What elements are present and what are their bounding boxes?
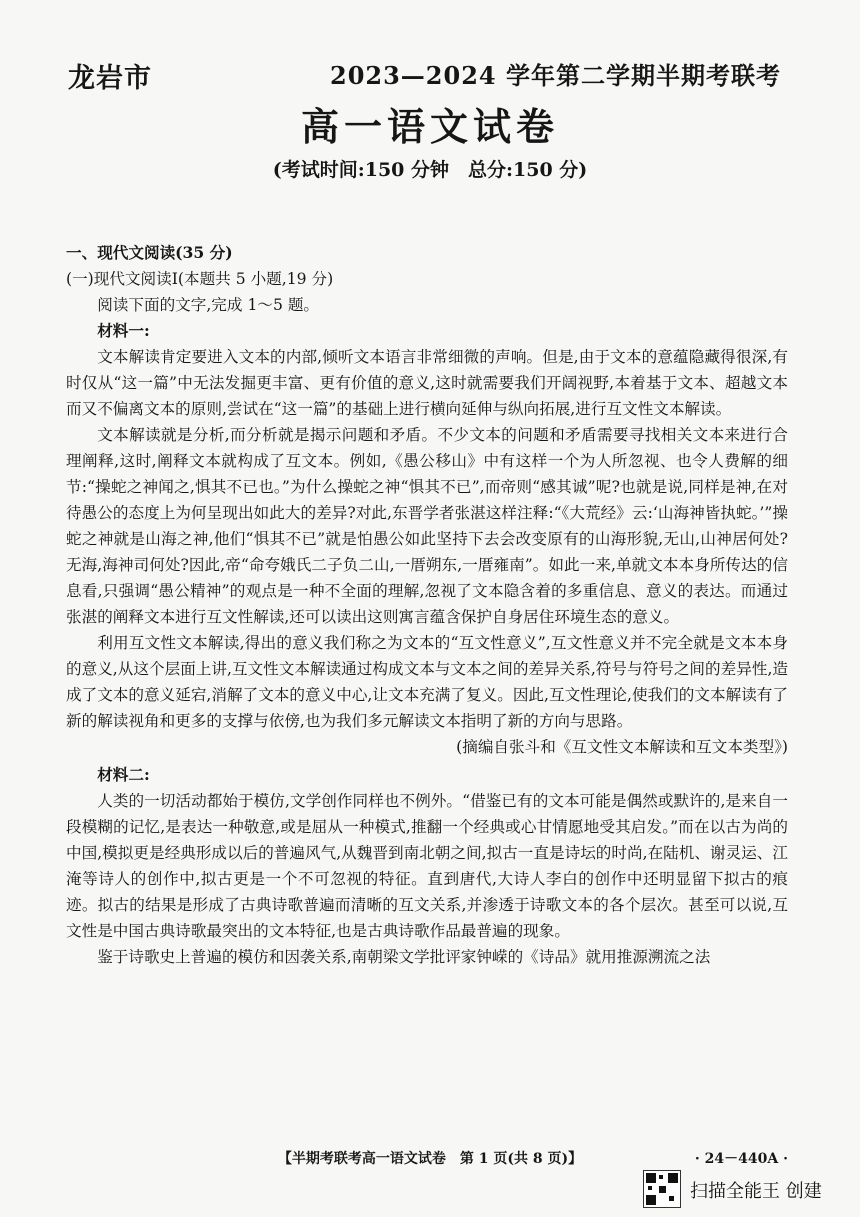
material-1-paragraph: 文本解读肯定要进入文本的内部,倾听文本语言非常细微的声响。但是,由于文本的意蕴隐藏得很深,有时仅从“这一篇”中无法发掘更丰富、更有价值的意义,这时就需要我们开阔视野,本着基于文本、超越文本而又不偏离文本的原则,尝试在“这一篇”的基础上进行横向延伸与纵向拓展,进行互文性文本解读。 [66, 348, 788, 418]
material-2-heading: 材料二: [97, 765, 150, 784]
exam-title: 2023—2024 学年第二学期半期考联考 [330, 61, 781, 90]
region-label: 龙岩市 [68, 63, 152, 94]
reading-instruction: 阅读下面的文字,完成 1～5 题。 [97, 296, 320, 314]
material-2-paragraph: 鉴于诗歌史上普遍的模仿和因袭关系,南朝梁文学批评家钟嵘的《诗品》就用推源溯流之法 [97, 948, 711, 966]
footer-paper-code: · 24－440A · [694, 1151, 788, 1167]
exam-content [66, 240, 788, 970]
subject-title: 高一语文试卷 [300, 104, 559, 149]
qr-code-icon [643, 1170, 681, 1208]
material-1-heading: 材料一: [97, 321, 150, 340]
scanner-watermark-label: 扫描全能王 创建 [690, 1181, 822, 1202]
section-heading: 一、现代文阅读(35 分) [66, 243, 233, 262]
subsection-heading: (一)现代文阅读Ⅰ(本题共 5 小题,19 分) [66, 270, 334, 288]
material-2-paragraph: 人类的一切活动都始于模仿,文学创作同样也不例外。“借鉴已有的文本可能是偶然或默许的,是来自一段模糊的记忆,是表达一种敬意,或是屈从一种模式,推翻一个经典或心甘情愿地受其启发。”而在以古为尚的中国,模拟更是经典形成以后的普遍风气,从魏晋到南北朝之间,拟古一直是诗坛的时尚,在陆机、谢灵运、江淹等诗人的创作中,拟古更是一个不可忽视的特征。直到唐代,大诗人李白的创作中还明显留下拟古的痕迹。拟古的结果是形成了古典诗歌普遍而清晰的互文关系,并渗透于诗歌文本的各个层次。甚至可以说,互文性是中国古典诗歌最突出的文本特征,也是古典诗歌作品最普遍的现象。 [66, 792, 788, 940]
footer-page-label: 【半期考联考高一语文试卷 第 1 页(共 8 页)】 [277, 1151, 583, 1167]
material-1-paragraph: 利用互文性文本解读,得出的意义我们称之为文本的“互文性意义”,互文性意义并不完全就是文本本身的意义,从这个层面上讲,互文性文本解读通过构成文本与文本之间的差异关系,符号与符号之间的差异性,造成了文本的意义延宕,消解了文本的意义中心,让文本充满了复义。因此,互文性理论,使我们的文本解读有了新的解读视角和更多的支撑与依傍,也为我们多元解读文本指明了新的方向与思路。 [66, 634, 788, 730]
exam-info: (考试时间:150 分钟 总分:150 分) [272, 159, 588, 181]
material-1-paragraph: 文本解读就是分析,而分析就是揭示问题和矛盾。不少文本的问题和矛盾需要寻找相关文本来进行合理阐释,这时,阐释文本就构成了互文本。例如,《愚公移山》中有这样一个为人所忽视、也令人费解的细节:“操蛇之神闻之,惧其不已也。”为什么操蛇之神“惧其不已”,而帝则“感其诚”呢?也就是说,同样是神,在对待愚公的态度上为何呈现出如此大的差异?对此,东晋学者张湛这样注释:“《大荒经》云:‘山海神皆执蛇。’”操蛇之神就是山海之神,他们“惧其不已”就是怕愚公如此坚持下去会改变原有的山海形貌,无山,山神居何处?无海,海神司何处?因此,帝“命夸娥氏二子负二山,一厝朔东,一厝雍南”。如此一来,单就文本本身所传达的信息看,只强调“愚公精神”的观点是一种不全面的理解,忽视了文本隐含着的多重信息、意义的表达。而通过张湛的阐释文本进行互文性解读,还可以读出这则寓言蕴含保护自身居住环境生态的意义。 [66, 426, 788, 626]
material-1-source: (摘编自张斗和《互文性文本解读和互文本类型》) [456, 738, 788, 756]
